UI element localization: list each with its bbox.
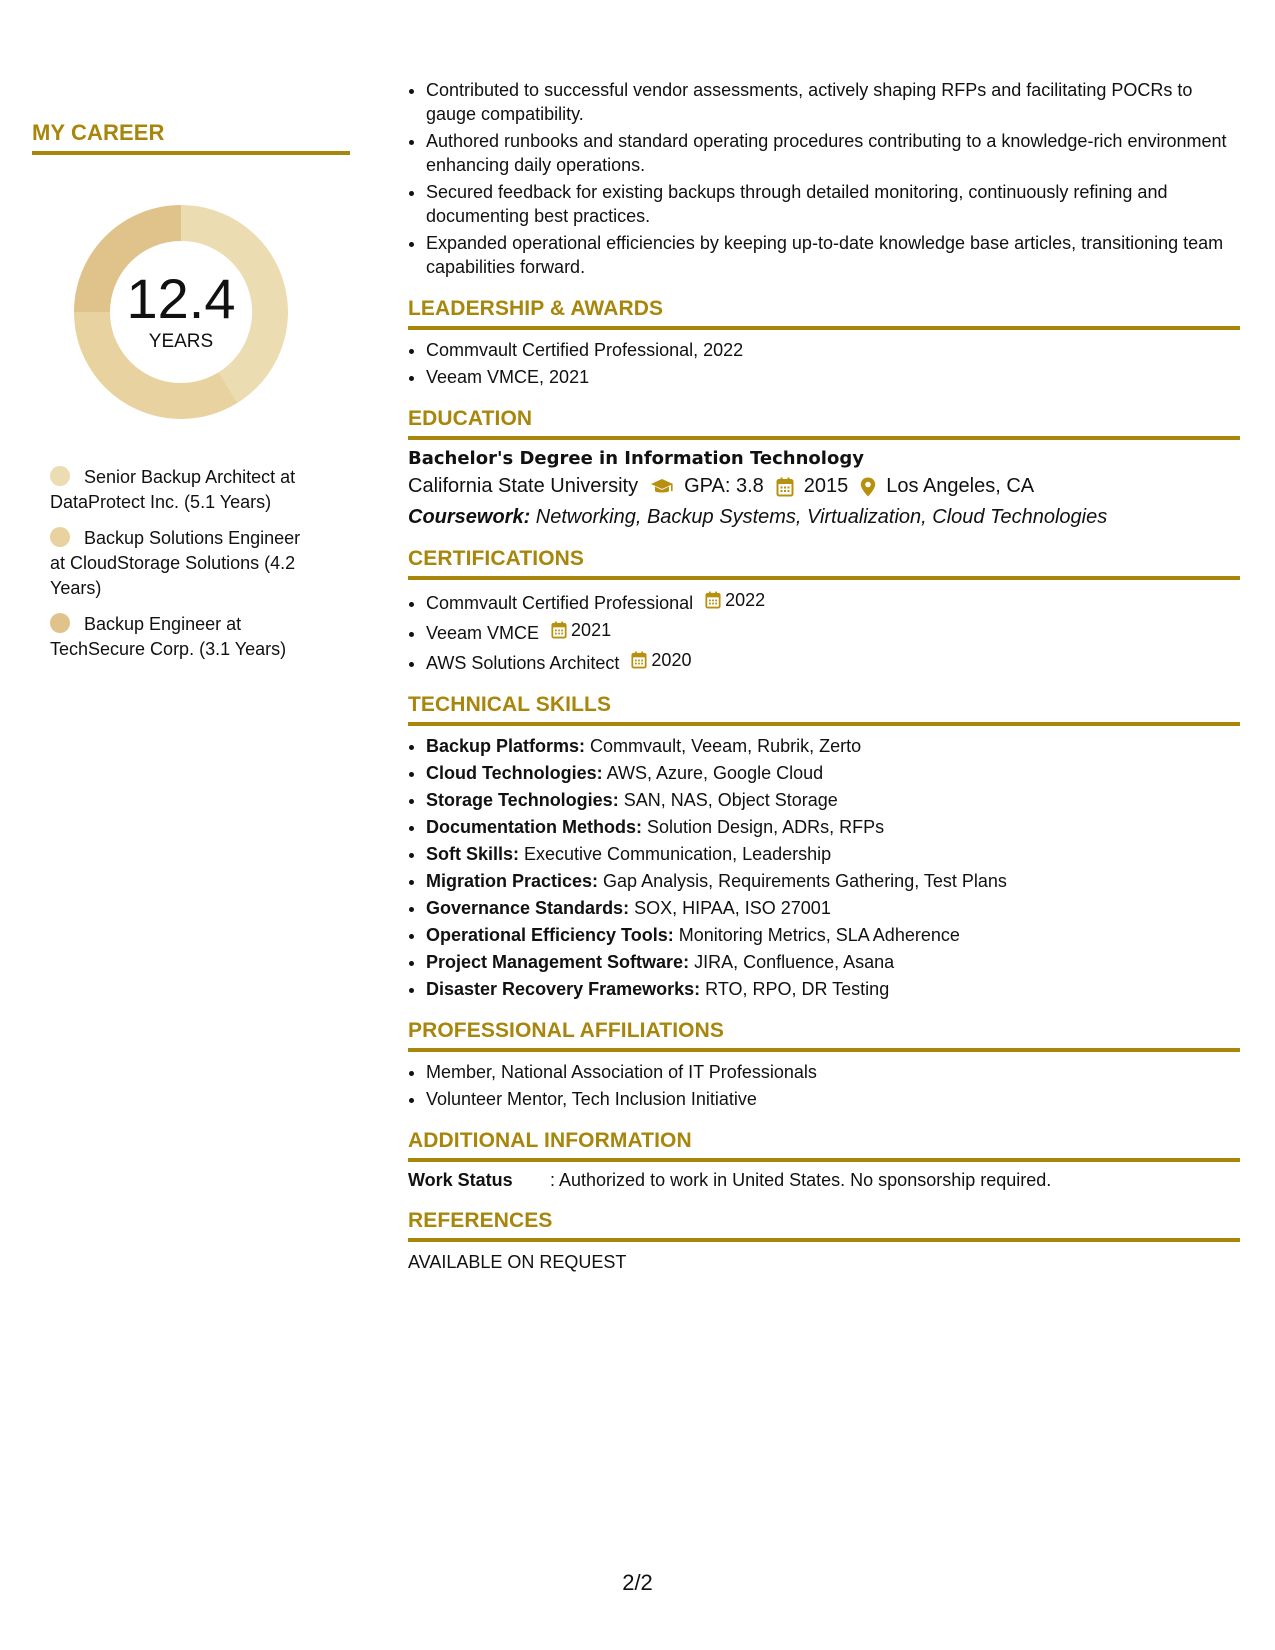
coursework — [408, 506, 1240, 529]
map-pin-icon — [860, 477, 876, 497]
list-item — [426, 618, 1240, 645]
calendar-icon — [705, 591, 721, 609]
list-item: • Volunteer Mentor, Tech Inclusion Initiative — [426, 1087, 1240, 1111]
certifications-section — [408, 547, 1240, 675]
skill-value: Commvault, Veeam, Rubrik, Zerto — [585, 736, 862, 756]
degree-name: Bachelor's Degree in Information Technology — [408, 448, 864, 469]
references-section — [408, 1209, 1240, 1273]
skill-value: Gap Analysis, Requirements Gathering, Test Plans — [598, 871, 1007, 891]
legend-item — [50, 612, 320, 662]
career-sidebar — [32, 120, 350, 673]
skill-label: Migration Practices: — [426, 871, 599, 891]
skill-value: SAN, NAS, Object Storage — [618, 790, 838, 810]
list-item — [426, 815, 1240, 839]
graduation-cap-icon — [650, 478, 674, 496]
skill-value: SOX, HIPAA, ISO 27001 — [629, 898, 831, 918]
list-item — [426, 734, 1240, 758]
cert-name: Veeam VMCE — [426, 623, 540, 643]
list-item — [426, 761, 1240, 785]
affiliations-section — [408, 1019, 1240, 1111]
legend-dot — [50, 527, 70, 547]
list-item: • Contributed to successful vendor assessments, actively shaping RFPs and facilitating POCRs to gauge compatibility. — [426, 78, 1240, 126]
section-title: TECHNICAL SKILLS — [408, 693, 1240, 726]
cert-name: AWS Solutions Architect — [426, 653, 620, 673]
list-item — [426, 588, 1240, 615]
education-section — [408, 407, 1240, 529]
skill-label: Governance Standards: — [426, 898, 630, 918]
school-name: California State University — [408, 475, 639, 497]
list-item — [426, 923, 1240, 947]
legend-text: Backup Solutions Engineer at CloudStorage Solutions (4.2 Years) — [50, 528, 301, 598]
list-item: • Expanded operational efficiencies by keeping up-to-date knowledge base articles, transitioning team capabilities forward. — [426, 231, 1240, 279]
total-years: 12.4 — [126, 267, 236, 330]
skill-label: Storage Technologies: — [426, 790, 619, 810]
calendar-icon — [776, 477, 794, 497]
section-title: PROFESSIONAL AFFILIATIONS — [408, 1019, 1240, 1052]
skill-label: Project Management Software: — [426, 952, 690, 972]
list-item — [426, 896, 1240, 920]
section-title: LEADERSHIP & AWARDS — [408, 297, 1240, 330]
list-item: • Veeam VMCE, 2021 — [426, 365, 1240, 389]
skill-value: Solution Design, ADRs, RFPs — [642, 817, 885, 837]
work-status-row — [408, 1170, 1240, 1191]
list-item: • Secured feedback for existing backups through detailed monitoring, continuously refining and documenting best practices. — [426, 180, 1240, 228]
experience-bullets — [408, 78, 1240, 279]
skill-value: AWS, Azure, Google Cloud — [602, 763, 824, 783]
skill-value: JIRA, Confluence, Asana — [689, 952, 895, 972]
leadership-section — [408, 297, 1240, 389]
legend-item — [50, 465, 320, 515]
gpa: GPA: 3.8 — [684, 475, 764, 497]
skill-label: Backup Platforms: — [426, 736, 586, 756]
work-status-key: Work Status — [408, 1170, 513, 1190]
years-label: YEARS — [148, 331, 214, 352]
section-title: CERTIFICATIONS — [408, 547, 1240, 580]
work-status-value: : Authorized to work in United States. No sponsorship required. — [550, 1170, 1052, 1190]
skill-value: Executive Communication, Leadership — [519, 844, 832, 864]
skills-section — [408, 693, 1240, 1001]
affiliations-list — [408, 1060, 1240, 1111]
list-item — [426, 950, 1240, 974]
skills-list — [408, 734, 1240, 1001]
cert-name: Commvault Certified Professional — [426, 593, 694, 613]
school-line — [408, 475, 1240, 498]
legend-text: Senior Backup Architect at DataProtect Inc. (5.1 Years) — [50, 467, 296, 512]
calendar-icon — [551, 621, 567, 639]
graduation-year: 2015 — [803, 475, 849, 497]
calendar-icon — [631, 651, 647, 669]
page-number: 2/2 — [622, 1570, 653, 1595]
cert-year: 2021 — [571, 620, 612, 640]
list-item — [426, 869, 1240, 893]
career-title: MY CAREER — [32, 120, 350, 155]
legend-dot — [50, 466, 70, 486]
legend-item — [50, 526, 320, 601]
donut-center — [66, 197, 296, 427]
section-title: EDUCATION — [408, 407, 1240, 440]
skill-label: Documentation Methods: — [426, 817, 642, 837]
skill-label: Soft Skills: — [426, 844, 520, 864]
skill-label: Disaster Recovery Frameworks: — [426, 979, 701, 999]
section-title: ADDITIONAL INFORMATION — [408, 1129, 1240, 1162]
leadership-list — [408, 338, 1240, 389]
cert-year: 2020 — [651, 650, 692, 670]
list-item — [426, 648, 1240, 675]
list-item: • Member, National Association of IT Professionals — [426, 1060, 1240, 1084]
skill-label: Cloud Technologies: — [426, 763, 603, 783]
legend-dot — [50, 613, 70, 633]
list-item: • Authored runbooks and standard operating procedures contributing to a knowledge-rich environment enhancing daily operations. — [426, 129, 1240, 177]
legend-text: Backup Engineer at TechSecure Corp. (3.1 Years) — [50, 614, 287, 659]
cert-date — [551, 618, 611, 642]
cert-date — [631, 648, 691, 672]
list-item: • Commvault Certified Professional, 2022 — [426, 338, 1240, 362]
references-text: AVAILABLE ON REQUEST — [408, 1252, 627, 1272]
certifications-list — [408, 588, 1240, 675]
additional-section — [408, 1129, 1240, 1191]
main-column — [408, 78, 1240, 1273]
list-item — [426, 977, 1240, 1001]
coursework-label: Coursework: — [408, 506, 531, 528]
skill-value: RTO, RPO, DR Testing — [700, 979, 890, 999]
school-location: Los Angeles, CA — [886, 475, 1035, 497]
list-item — [426, 842, 1240, 866]
cert-year: 2022 — [725, 590, 766, 610]
cert-date — [705, 588, 765, 612]
skill-label: Operational Efficiency Tools: — [426, 925, 674, 945]
skill-value: Monitoring Metrics, SLA Adherence — [673, 925, 960, 945]
section-title: REFERENCES — [408, 1209, 1240, 1242]
career-donut-chart — [66, 197, 296, 427]
career-legend — [50, 465, 320, 662]
list-item — [426, 788, 1240, 812]
coursework-list: Networking, Backup Systems, Virtualization, Cloud Technologies — [530, 506, 1108, 528]
